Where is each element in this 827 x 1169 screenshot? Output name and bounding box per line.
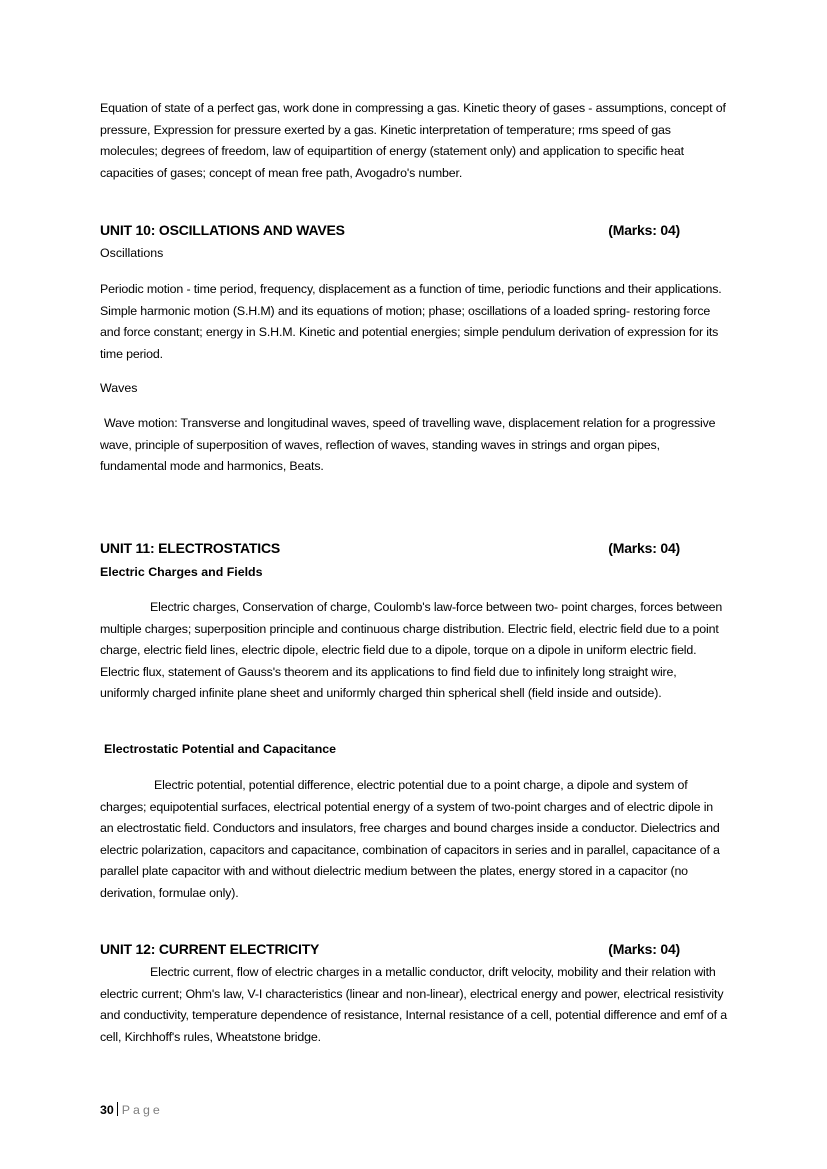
current-electricity-paragraph: Electric current, flow of electric charges in a metallic conductor, drift velocity, mobility and their relation with electric current; Ohm's law, V-I characteristics (linear and non-linear), electrical energy and power, electrical resistivity and conductivity, temperature dependence of resistance, Internal resistance of a cell, potential difference and emf of a cell, Kirchhoff's rules, Wheatstone bridge. [100, 965, 727, 1044]
unit-12-heading [100, 941, 680, 957]
unit-11-heading [100, 540, 680, 556]
page-label: Page [121, 1103, 163, 1117]
electric-charges-subheading: Electric Charges and Fields [100, 565, 263, 579]
potential-capacitance-paragraph: Electric potential, potential difference, electric potential due to a point charge, a dipole and system of charges; equipotential surfaces, electrical potential energy of a system of two-point charges and of electric dipole in an electrostatic field. Conductors and insulators, free charges and bound charges inside a conductor. Dielectrics and electric polarization, capacitors and capacitance, combination of capacitors in series and in parallel, capacitance of a parallel plate capacitor with and without dielectric medium between the plates, energy stored in a capacitor (no derivation, formulae only). [100, 778, 720, 900]
unit-11-marks: (Marks: 04) [608, 540, 680, 556]
footer-divider [117, 1102, 118, 1116]
oscillations-subheading: Oscillations [100, 246, 164, 260]
page-number: 30 [100, 1103, 114, 1117]
waves-subheading: Waves [100, 381, 138, 395]
page-footer [100, 1102, 163, 1117]
unit-12-title: UNIT 12: CURRENT ELECTRICITY [100, 941, 320, 957]
unit-10-title: UNIT 10: OSCILLATIONS AND WAVES [100, 222, 345, 238]
unit-12-marks: (Marks: 04) [608, 941, 680, 957]
electric-charges-paragraph: Electric charges, Conservation of charge, Coulomb's law-force between two- point charges, forces between multiple charges; superposition principle and continuous charge distribution. Electric field, electric field due to a point charge, electric field lines, electric dipole, electric field due to a dipole, torque on a dipole in uniform electric field. Electric flux, statement of Gauss's theorem and its applications to find field due to infinitely long straight wire, uniformly charged infinite plane sheet and uniformly charged thin spherical shell (field inside and outside). [100, 600, 723, 700]
intro-paragraph: Equation of state of a perfect gas, work done in compressing a gas. Kinetic theory of gases - assumptions, concept of pressure, Expression for pressure exerted by a gas. Kinetic interpretation of temperature; rms speed of gas molecules; degrees of freedom, law of equipartition of energy (statement only) and application to specific heat capacities of gases; concept of mean free path, Avogadro's number. [100, 101, 726, 180]
oscillations-paragraph: Periodic motion - time period, frequency, displacement as a function of time, periodic functions and their applications. Simple harmonic motion (S.H.M) and its equations of motion; phase; oscillations of a loaded spring- restoring force and force constant; energy in S.H.M. Kinetic and potential energies; simple pendulum derivation of expression for its time period. [100, 282, 722, 361]
unit-10-marks: (Marks: 04) [608, 222, 680, 238]
potential-capacitance-subheading: Electrostatic Potential and Capacitance [104, 742, 337, 756]
unit-11-title: UNIT 11: ELECTROSTATICS [100, 540, 281, 556]
unit-10-heading [100, 222, 680, 238]
waves-paragraph: Wave motion: Transverse and longitudinal waves, speed of travelling wave, displacement relation for a progressive wave, principle of superposition of waves, reflection of waves, standing waves in strings and organ pipes, fundamental mode and harmonics, Beats. [100, 416, 716, 473]
